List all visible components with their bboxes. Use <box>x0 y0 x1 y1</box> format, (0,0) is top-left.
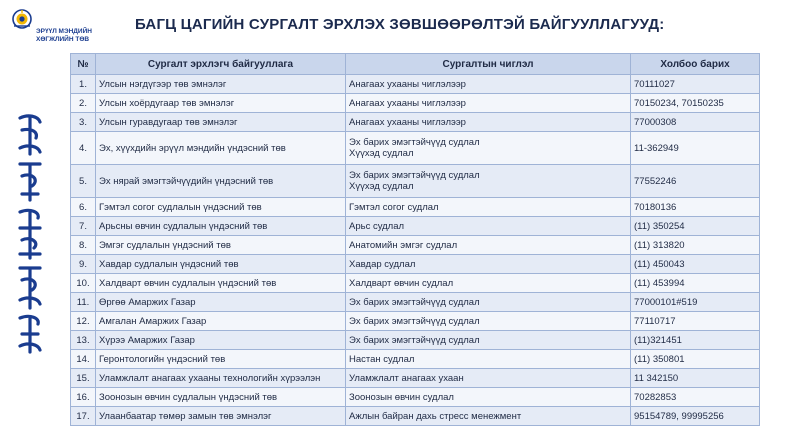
direction-line: Эх барих эмэгтэйчүүд судлал <box>349 137 480 148</box>
row-number: 13. <box>71 331 96 350</box>
direction-cell <box>346 331 631 350</box>
organization-cell: Улсын нэгдүгээр төв эмнэлэг <box>96 75 346 94</box>
direction-cell <box>346 255 631 274</box>
contact-cell: 77000101#519 <box>631 293 760 312</box>
table-row <box>71 407 760 426</box>
direction-cell <box>346 274 631 293</box>
organization-cell: Улаанбаатар төмөр замын төв эмнэлэг <box>96 407 346 426</box>
direction-line: Арьс судлал <box>349 220 405 232</box>
direction-line: Ажлын байран дахь стресс менежмент <box>349 410 522 422</box>
organization-cell: Эх, хүүхдийн эрүүл мэндийн үндэсний төв <box>96 132 346 165</box>
row-number: 12. <box>71 312 96 331</box>
table-row <box>71 255 760 274</box>
table-row <box>71 132 760 165</box>
row-number: 15. <box>71 369 96 388</box>
logo-name: ЭРҮҮЛ МЭНДИЙН ХӨГЖЛИЙН ТӨВ <box>36 28 92 43</box>
table-header-row <box>71 54 760 75</box>
direction-line: Анагаах ухааны чиглэлээр <box>349 116 466 128</box>
row-number: 6. <box>71 198 96 217</box>
direction-line-2: Хүүхэд судлал <box>349 148 414 159</box>
table-row <box>71 293 760 312</box>
table-row <box>71 274 760 293</box>
organization-cell: Хүрээ Амаржих Газар <box>96 331 346 350</box>
direction-line: Зоонозын өвчин судлал <box>349 391 454 403</box>
direction-line: Хавдар судлал <box>349 258 416 270</box>
contact-cell: 70180136 <box>631 198 760 217</box>
table-row <box>71 94 760 113</box>
organization-cell: Халдварт өвчин судлалын үндэсний төв <box>96 274 346 293</box>
direction-cell <box>346 236 631 255</box>
contact-cell: 11 342150 <box>631 369 760 388</box>
table-row <box>71 165 760 198</box>
contact-cell: 70150234, 70150235 <box>631 94 760 113</box>
row-number: 3. <box>71 113 96 132</box>
direction-cell <box>346 165 631 198</box>
column-header-number: № <box>71 54 96 75</box>
column-header-contact: Холбоо барих <box>631 54 760 75</box>
direction-line: Уламжлалт анагаах ухаан <box>349 372 464 384</box>
organization-cell: Улсын хоёрдугаар төв эмнэлэг <box>96 94 346 113</box>
organizations-table <box>70 53 759 426</box>
column-header-direction: Сургалтын чиглэл <box>346 54 631 75</box>
direction-line-2: Хүүхэд судлал <box>349 181 414 192</box>
organization-cell: Амгалан Амаржих Газар <box>96 312 346 331</box>
direction-cell <box>346 312 631 331</box>
row-number: 4. <box>71 132 96 165</box>
direction-cell <box>346 198 631 217</box>
organization-cell: Гэмтэл согог судлалын үндэсний төв <box>96 198 346 217</box>
row-number: 16. <box>71 388 96 407</box>
table-row <box>71 331 760 350</box>
table-row <box>71 217 760 236</box>
direction-line: Эх барих эмэгтэйчүүд судлал <box>349 315 480 327</box>
contact-cell: (11) 350254 <box>631 217 760 236</box>
direction-cell <box>346 217 631 236</box>
row-number: 17. <box>71 407 96 426</box>
row-number: 1. <box>71 75 96 94</box>
table-row <box>71 75 760 94</box>
direction-cell <box>346 293 631 312</box>
organization-cell: Зоонозын өвчин судлалын үндэсний төв <box>96 388 346 407</box>
table-row <box>71 198 760 217</box>
contact-cell: 70111027 <box>631 75 760 94</box>
row-number: 10. <box>71 274 96 293</box>
row-number: 5. <box>71 165 96 198</box>
direction-line: Гэмтэл согог судлал <box>349 201 439 213</box>
direction-cell <box>346 75 631 94</box>
contact-cell: 77110717 <box>631 312 760 331</box>
table-row <box>71 236 760 255</box>
table-row <box>71 113 760 132</box>
organization-cell: Улсын гуравдугаар төв эмнэлэг <box>96 113 346 132</box>
direction-cell <box>346 113 631 132</box>
table-row <box>71 388 760 407</box>
contact-cell: (11) 313820 <box>631 236 760 255</box>
direction-cell <box>346 369 631 388</box>
table-row <box>71 312 760 331</box>
contact-cell: (11) 450043 <box>631 255 760 274</box>
organization-cell: Арьсны өвчин судлалын үндэсний төв <box>96 217 346 236</box>
direction-cell <box>346 388 631 407</box>
organization-cell: Уламжлалт анагаах ухааны технологийн хүрээлэн <box>96 369 346 388</box>
contact-cell: 77000308 <box>631 113 760 132</box>
direction-cell <box>346 132 631 165</box>
contact-cell: 95154789, 99995256 <box>631 407 760 426</box>
table-row <box>71 369 760 388</box>
direction-line: Халдварт өвчин судлал <box>349 277 454 289</box>
direction-line: Эх барих эмэгтэйчүүд судлал <box>349 334 480 346</box>
direction-line: Эх барих эмэгтэйчүүд судлал <box>349 296 480 308</box>
contact-cell: (11) 350801 <box>631 350 760 369</box>
row-number: 2. <box>71 94 96 113</box>
row-number: 7. <box>71 217 96 236</box>
column-header-organization: Сургалт эрхлэгч байгууллага <box>96 54 346 75</box>
organization-cell: Эх нярай эмэгтэйчүүдийн үндэсний төв <box>96 165 346 198</box>
row-number: 9. <box>71 255 96 274</box>
row-number: 14. <box>71 350 96 369</box>
direction-line: Настан судлал <box>349 353 415 365</box>
direction-line: Анагаах ухааны чиглэлээр <box>349 97 466 109</box>
page-title: БАГЦ ЦАГИЙН СУРГАЛТ ЭРХЛЭХ ЗӨВШӨӨРӨЛТЭЙ БАЙГУУЛЛАГУУД: <box>135 16 665 33</box>
table-row <box>71 350 760 369</box>
direction-line: Эх барих эмэгтэйчүүд судлал <box>349 170 480 181</box>
direction-line: Анатомийн эмгэг судлал <box>349 239 458 251</box>
contact-cell: (11)321451 <box>631 331 760 350</box>
organization-cell: Геронтологийн үндэсний төв <box>96 350 346 369</box>
logo <box>8 8 108 52</box>
mongolian-script-decoration <box>8 108 54 358</box>
contact-cell: 11-362949 <box>631 132 760 165</box>
direction-cell <box>346 94 631 113</box>
organization-cell: Хавдар судлалын үндэсний төв <box>96 255 346 274</box>
row-number: 11. <box>71 293 96 312</box>
contact-cell: 70282853 <box>631 388 760 407</box>
row-number: 8. <box>71 236 96 255</box>
direction-cell <box>346 350 631 369</box>
contact-cell: (11) 453994 <box>631 274 760 293</box>
contact-cell: 77552246 <box>631 165 760 198</box>
organization-cell: Эмгэг судлалын үндэсний төв <box>96 236 346 255</box>
direction-line: Анагаах ухааны чиглэлээр <box>349 78 466 90</box>
organization-cell: Өргөө Амаржих Газар <box>96 293 346 312</box>
direction-cell <box>346 407 631 426</box>
